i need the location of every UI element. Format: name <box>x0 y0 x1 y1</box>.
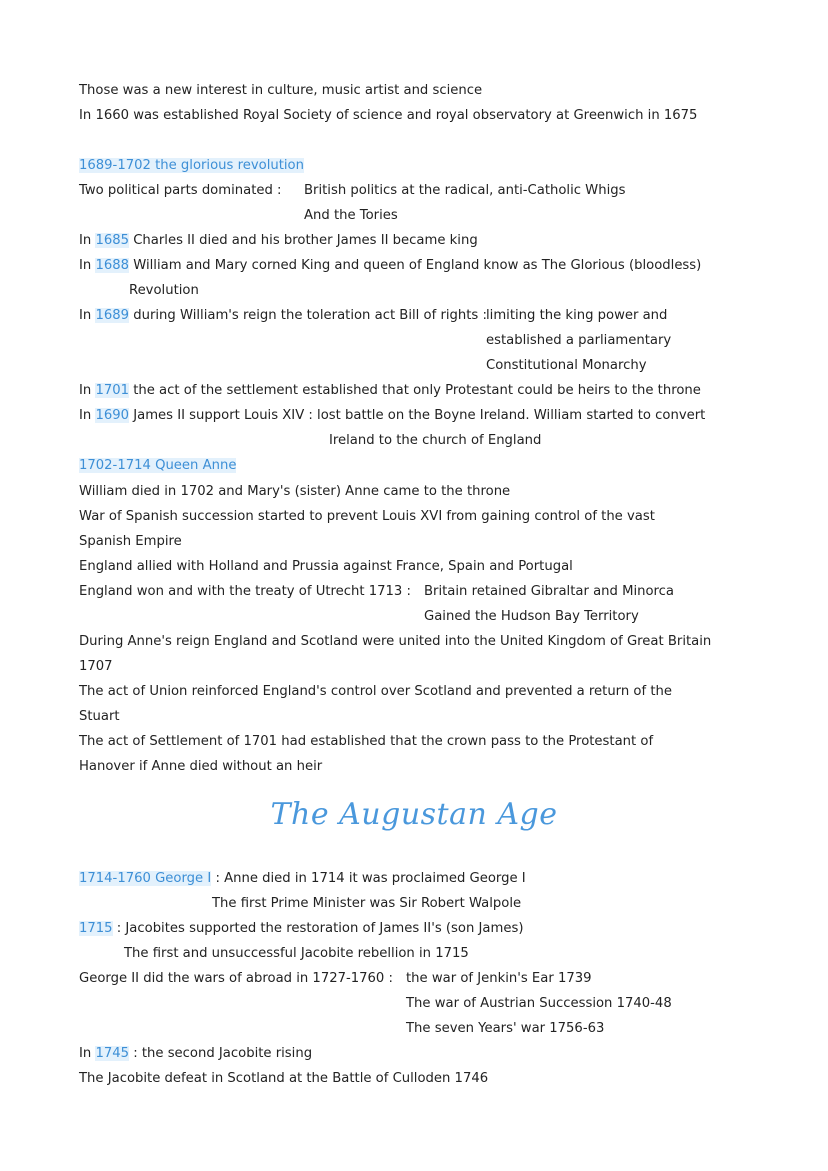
rebellion-line: The first and unsuccessful Jacobite rebellion in 1715 <box>124 946 469 961</box>
anne-line-4: England allied with Holland and Prussia against France, Spain and Portugal <box>79 559 573 574</box>
event-text: Charles II died and his brother James II became king <box>133 233 478 248</box>
event-1689 <box>79 307 487 325</box>
event-prefix: In <box>79 308 92 323</box>
walpole-line: The first Prime Minister was Sir Robert Walpole <box>212 896 522 911</box>
event-1689-detail-1: limiting the king power and <box>486 308 668 323</box>
event-prefix: In <box>79 258 92 273</box>
george-i-line <box>79 870 526 888</box>
event-text: James II support Louis XIV : lost battle on the Boyne Ireland. William started to convert <box>133 408 706 423</box>
section-heading-glorious-revolution <box>79 157 304 175</box>
separator: : <box>215 871 220 886</box>
year-highlight: 1701 <box>95 383 130 398</box>
anne-line-2: War of Spanish succession started to prevent Louis XVI from gaining control of the vast <box>79 509 655 524</box>
heading-highlight: 1702-1714 Queen Anne <box>79 458 237 473</box>
event-text: William and Mary corned King and queen of England know as The Glorious (bloodless) <box>133 258 702 273</box>
event-prefix: In <box>79 383 92 398</box>
parties-label: Two political parts dominated : <box>79 183 282 198</box>
event-1688-continuation: Revolution <box>129 283 199 298</box>
anne-line-3: Spanish Empire <box>79 534 182 549</box>
year-highlight: 1685 <box>95 233 130 248</box>
event-1688 <box>79 257 701 275</box>
year-highlight: 1690 <box>95 408 130 423</box>
event-1701 <box>79 382 701 400</box>
war-1: the war of Jenkin's Ear 1739 <box>406 971 592 986</box>
year-highlight: 1745 <box>95 1046 130 1061</box>
event-text: Anne died in 1714 it was proclaimed George I <box>224 871 526 886</box>
war-3: The seven Years' war 1756-63 <box>406 1021 605 1036</box>
heading-highlight: 1714-1760 George I <box>79 871 212 886</box>
event-text: : Jacobites supported the restoration of James II's (son James) <box>116 921 524 936</box>
anne-line-12: Hanover if Anne died without an heir <box>79 759 323 774</box>
event-prefix: In <box>79 1046 92 1061</box>
event-text: the act of the settlement established that only Protestant could be heirs to the throne <box>133 383 701 398</box>
year-highlight: 1715 <box>79 921 113 936</box>
anne-line-9: The act of Union reinforced England's control over Scotland and prevented a return of the <box>79 684 672 699</box>
page-title: The Augustan Age <box>270 797 558 832</box>
anne-line-1: William died in 1702 and Mary's (sister) Anne came to the throne <box>79 484 511 499</box>
intro-line-1: Those was a new interest in culture, music artist and science <box>79 83 483 98</box>
parties-line-2: And the Tories <box>304 208 398 223</box>
intro-line-2: In 1660 was established Royal Society of science and royal observatory at Greenwich in 1675 <box>79 108 698 123</box>
anne-line-10: Stuart <box>79 709 120 724</box>
george-ii-line: George II did the wars of abroad in 1727-1760 : <box>79 971 393 986</box>
event-prefix: In <box>79 408 92 423</box>
year-highlight: 1689 <box>95 308 130 323</box>
anne-line-5-right: Britain retained Gibraltar and Minorca <box>424 584 675 599</box>
anne-line-6: Gained the Hudson Bay Territory <box>424 609 639 624</box>
culloden-line: The Jacobite defeat in Scotland at the Battle of Culloden 1746 <box>79 1071 489 1086</box>
event-text: : the second Jacobite rising <box>133 1046 313 1061</box>
parties-line-1: British politics at the radical, anti-Catholic Whigs <box>304 183 626 198</box>
event-prefix: In <box>79 233 92 248</box>
war-2: The war of Austrian Succession 1740-48 <box>406 996 672 1011</box>
year-highlight: 1688 <box>95 258 130 273</box>
anne-line-5: England won and with the treaty of Utrecht 1713 : <box>79 584 411 599</box>
anne-line-8: 1707 <box>79 659 113 674</box>
event-1689-detail-2: established a parliamentary <box>486 333 672 348</box>
event-1685 <box>79 232 478 250</box>
event-1690 <box>79 407 705 425</box>
heading-highlight: 1689-1702 the glorious revolution <box>79 158 304 173</box>
event-1690-continuation: Ireland to the church of England <box>329 433 542 448</box>
anne-line-11: The act of Settlement of 1701 had established that the crown pass to the Protestant of <box>79 734 654 749</box>
event-1745 <box>79 1045 312 1063</box>
anne-line-7: During Anne's reign England and Scotland were united into the United Kingdom of Great Britain <box>79 634 712 649</box>
section-heading-queen-anne <box>79 457 236 475</box>
event-text: during William's reign the toleration act Bill of rights : <box>133 308 487 323</box>
event-1715 <box>79 920 523 938</box>
event-1689-detail-3: Constitutional Monarchy <box>486 358 647 373</box>
